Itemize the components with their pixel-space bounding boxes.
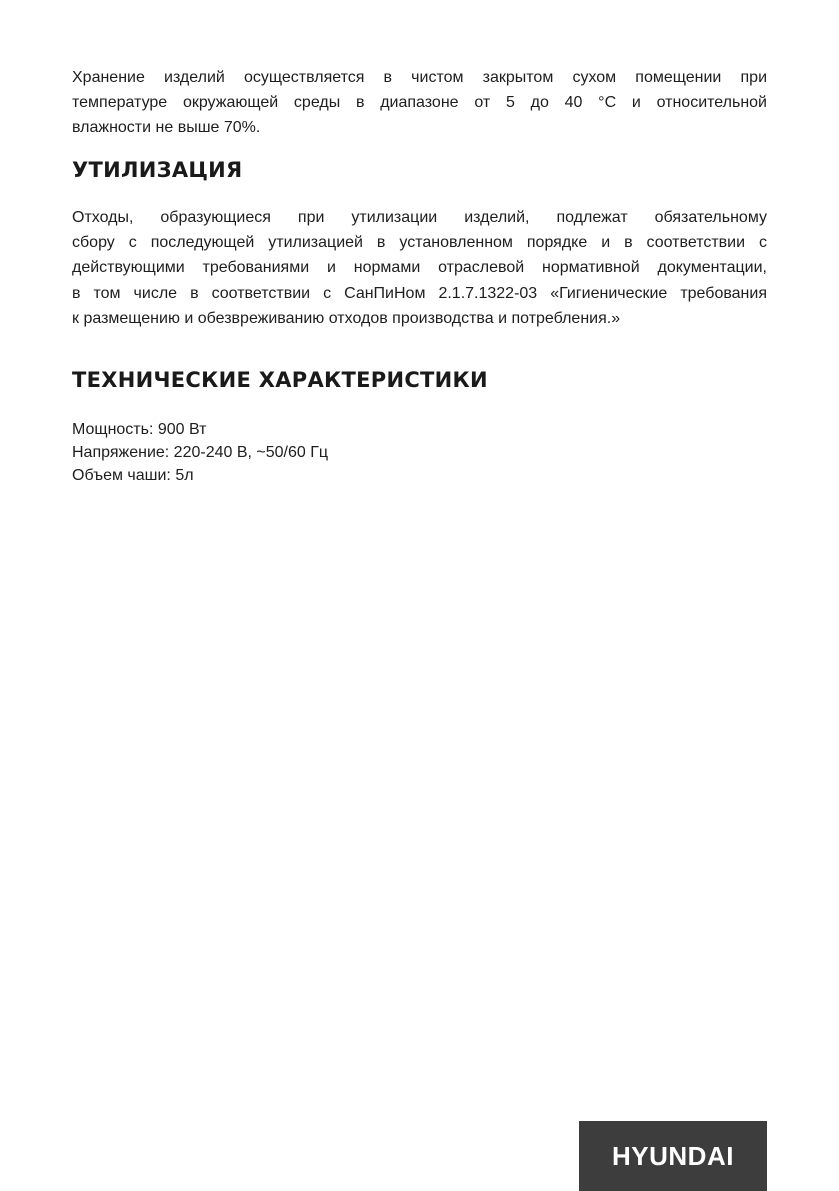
text-line: влажности не выше 70%. [72, 119, 261, 137]
text-line: сбору с последующей утилизацией в установленном порядке и в соответствии с [72, 234, 767, 252]
spec-voltage: Напряжение: 220-240 В, ~50/60 Гц [72, 444, 329, 461]
disposal-paragraph [72, 205, 767, 331]
storage-paragraph [72, 65, 767, 141]
text-line: Отходы, образующиеся при утилизации изделий, подлежат обязательному [72, 209, 767, 226]
spec-bowl-volume: Объем чаши: 5л [72, 467, 194, 484]
specs-heading: ТЕХНИЧЕСКИЕ ХАРАКТЕРИСТИКИ [72, 368, 488, 392]
specs-list [72, 418, 328, 487]
spec-power: Мощность: 900 Вт [72, 421, 207, 438]
text-line: Хранение изделий осуществляется в чистом закрытом сухом помещении при [72, 69, 767, 86]
disposal-heading: УТИЛИЗАЦИЯ [72, 158, 243, 182]
text-line: температуре окружающей среды в диапазоне от 5 до 40 °С и относительной [72, 94, 767, 112]
hyundai-logo [579, 1121, 767, 1191]
logo-text: HYUNDAI [612, 1140, 734, 1171]
text-line: к размещению и обезвреживанию отходов производства и потребления.» [72, 309, 621, 327]
text-line: действующими требованиями и нормами отраслевой нормативной документации, [72, 259, 767, 277]
text-line: в том числе в соответствии с СанПиНом 2.1.7.1322-03 «Гигиенические требования [72, 284, 767, 302]
